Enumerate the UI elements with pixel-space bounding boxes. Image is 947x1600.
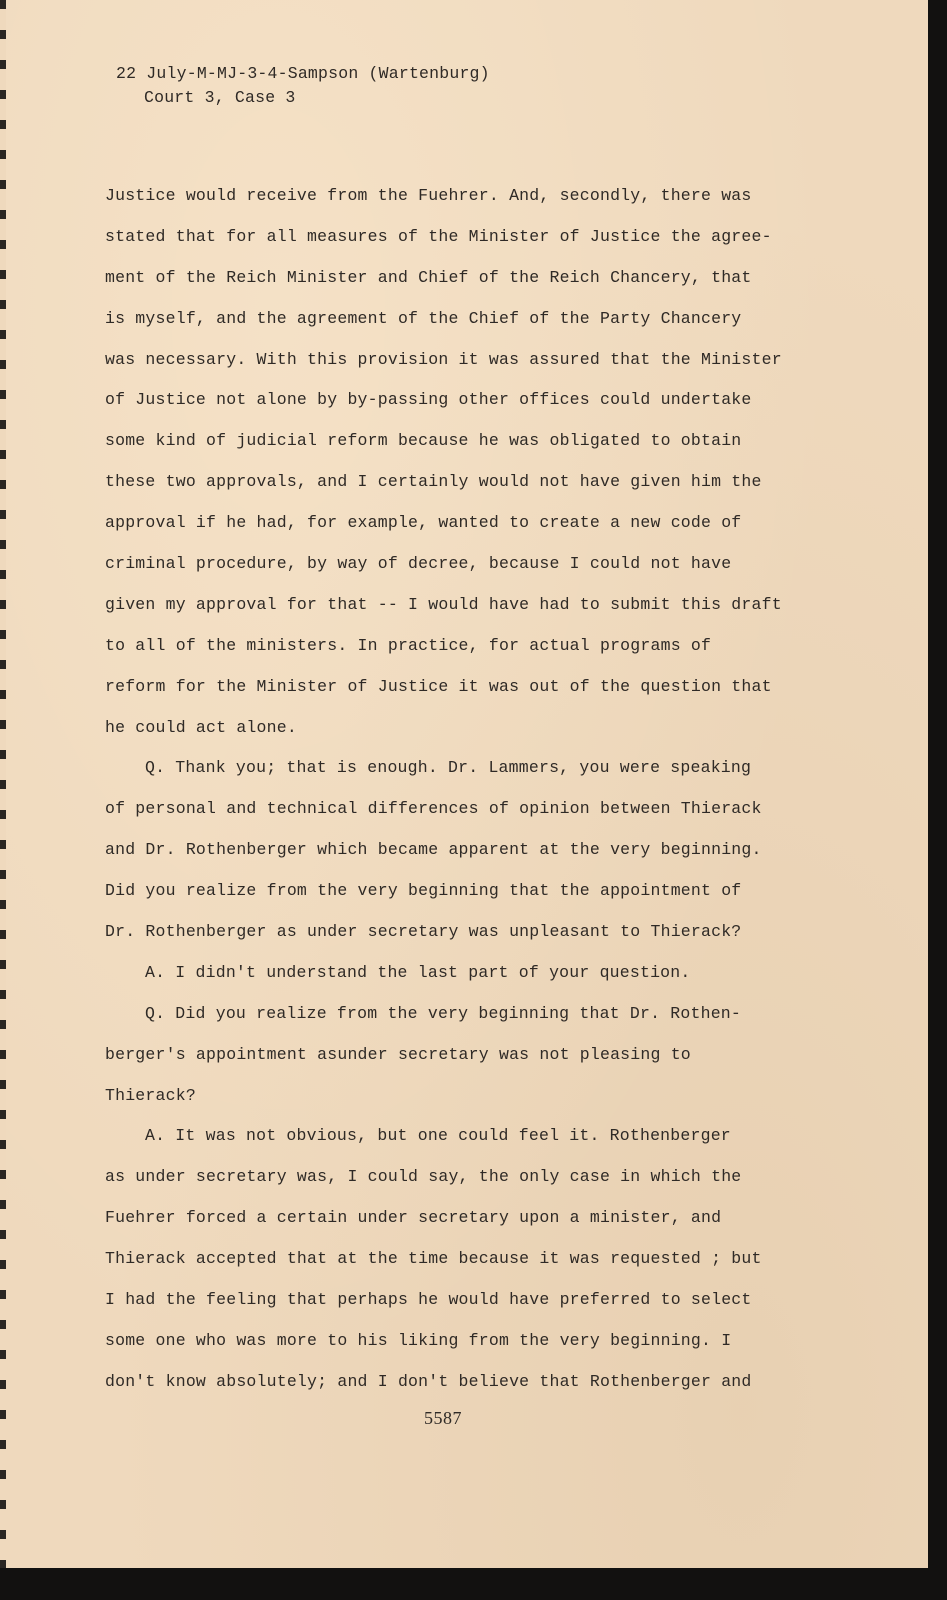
text-line: given my approval for that -- I would have had to submit this draft bbox=[105, 594, 782, 614]
text-line: ment of the Reich Minister and Chief of the Reich Chancery, that bbox=[105, 267, 752, 287]
binding-edge bbox=[0, 0, 6, 1568]
text-line: some kind of judicial reform because he was obligated to obtain bbox=[105, 431, 742, 451]
text-line: Thierack? bbox=[105, 1085, 196, 1105]
header-line-2: Court 3, Case 3 bbox=[144, 88, 296, 107]
scan-border-right bbox=[928, 0, 947, 1600]
text-line: he could act alone. bbox=[105, 717, 297, 737]
transcript-body bbox=[105, 184, 825, 1411]
document-header bbox=[116, 62, 490, 110]
text-line: Thierack accepted that at the time because it was requested ; but bbox=[105, 1249, 762, 1269]
text-line: criminal procedure, by way of decree, because I could not have bbox=[105, 554, 732, 574]
text-line: as under secretary was, I could say, the only case in which the bbox=[105, 1167, 742, 1187]
text-line: of Justice not alone by by-passing other offices could undertake bbox=[105, 390, 752, 410]
text-line: Justice would receive from the Fuehrer. And, secondly, there was bbox=[105, 186, 752, 205]
text-line: berger's appointment asunder secretary was not pleasing to bbox=[105, 1044, 691, 1064]
question-line: Q. Thank you; that is enough. Dr. Lammers, you were speaking bbox=[145, 758, 752, 778]
question-line: Q. Did you realize from the very beginning that Dr. Rothen- bbox=[145, 1003, 741, 1023]
text-line: of personal and technical differences of opinion between Thierack bbox=[105, 799, 762, 819]
text-line: Fuehrer forced a certain under secretary upon a minister, and bbox=[105, 1208, 722, 1228]
text-line: don't know absolutely; and I don't believe that Rothenberger and bbox=[105, 1371, 752, 1391]
text-line: to all of the ministers. In practice, for actual programs of bbox=[105, 635, 712, 655]
text-line: and Dr. Rothenberger which became apparent at the very beginning. bbox=[105, 840, 762, 860]
scan-border-bottom bbox=[0, 1568, 947, 1600]
header-line-1: 22 July-M-MJ-3-4-Sampson (Wartenburg) bbox=[116, 64, 490, 83]
text-line: Dr. Rothenberger as under secretary was unpleasant to Thierack? bbox=[105, 922, 742, 942]
text-line: approval if he had, for example, wanted to create a new code of bbox=[105, 513, 742, 533]
answer-line: A. I didn't understand the last part of your question. bbox=[145, 962, 691, 982]
text-line: stated that for all measures of the Minister of Justice the agree- bbox=[105, 226, 772, 246]
text-line: these two approvals, and I certainly would not have given him the bbox=[105, 472, 762, 492]
text-line: some one who was more to his liking from the very beginning. I bbox=[105, 1330, 732, 1350]
text-line: was necessary. With this provision it was assured that the Minister bbox=[105, 349, 782, 369]
text-line: I had the feeling that perhaps he would have preferred to select bbox=[105, 1290, 752, 1310]
text-line: reform for the Minister of Justice it was out of the question that bbox=[105, 676, 772, 696]
page-number: 5587 bbox=[424, 1408, 462, 1428]
answer-line: A. It was not obvious, but one could feel it. Rothenberger bbox=[145, 1126, 731, 1146]
text-line: is myself, and the agreement of the Chief of the Party Chancery bbox=[105, 308, 742, 328]
text-line: Did you realize from the very beginning that the appointment of bbox=[105, 881, 742, 901]
